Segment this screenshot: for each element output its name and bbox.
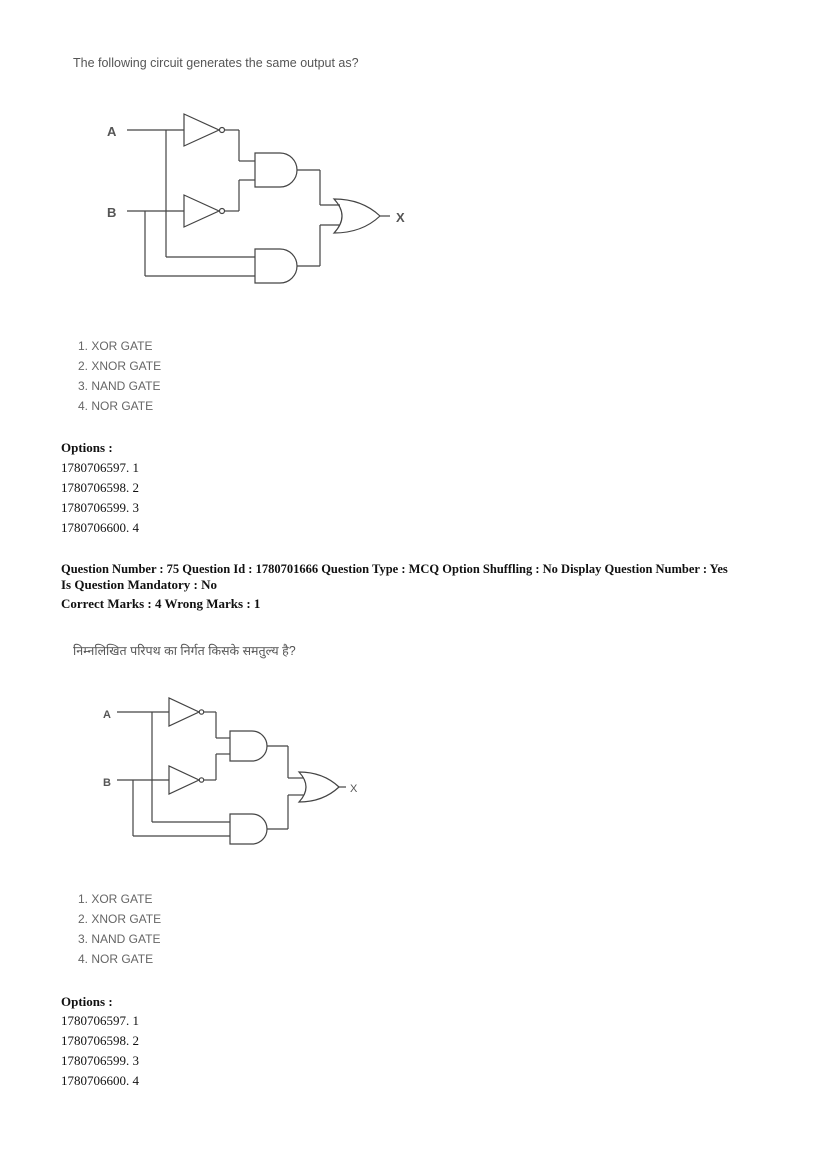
not-gate-b: [184, 195, 219, 227]
option-row: 1780706597. 1: [61, 1013, 139, 1028]
input-a-label: A: [103, 709, 111, 721]
choice-item: 2. XNOR GATE: [78, 912, 162, 926]
logic-circuit-diagram: [0, 0, 826, 330]
option-row: 1780706599. 3: [61, 500, 139, 515]
output-x-label: X: [396, 210, 405, 225]
choice-item: 3. NAND GATE: [78, 932, 161, 946]
not-gate-a: [184, 114, 219, 146]
option-row: 1780706597. 1: [61, 460, 139, 475]
question-meta: Question Number : 75 Question Id : 1780701666 Question Type : MCQ Option Shuffling : No Display Question Number : Yes: [61, 562, 728, 576]
logic-circuit-diagram: [0, 660, 826, 860]
option-row: 1780706598. 2: [61, 1033, 139, 1048]
option-row: 1780706600. 4: [61, 520, 139, 535]
choice-item: 1. XOR GATE: [78, 892, 153, 906]
choice-item: 4. NOR GATE: [78, 399, 154, 413]
output-x-label: X: [350, 783, 358, 795]
choice-item: 1. XOR GATE: [78, 339, 153, 353]
and-gate-top: [230, 731, 267, 761]
or-gate: [334, 199, 380, 233]
not-gate-b: [169, 766, 199, 794]
and-gate-bottom: [230, 814, 267, 844]
or-gate: [299, 772, 339, 802]
and-gate-top: [255, 153, 297, 187]
question-mandatory: Is Question Mandatory : No: [61, 577, 218, 592]
choice-item: 3. NAND GATE: [78, 379, 161, 393]
choice-item: 2. XNOR GATE: [78, 359, 162, 373]
options-heading: Options :: [61, 994, 113, 1009]
not-gate-a: [169, 698, 199, 726]
option-row: 1780706599. 3: [61, 1053, 139, 1068]
choice-item: 4. NOR GATE: [78, 952, 154, 966]
input-b-label: B: [103, 777, 111, 789]
options-heading: Options :: [61, 440, 113, 455]
input-b-label: B: [107, 205, 117, 220]
and-gate-bottom: [255, 249, 297, 283]
option-row: 1780706598. 2: [61, 480, 139, 495]
question-image-text: The following circuit generates the same output as?: [73, 56, 359, 70]
input-a-label: A: [107, 124, 117, 139]
question-marks: Correct Marks : 4 Wrong Marks : 1: [61, 596, 261, 611]
question-image-text: निम्नलिखित परिपथ का निर्गत किसके समतुल्य है?: [73, 644, 296, 658]
option-row: 1780706600. 4: [61, 1073, 139, 1088]
